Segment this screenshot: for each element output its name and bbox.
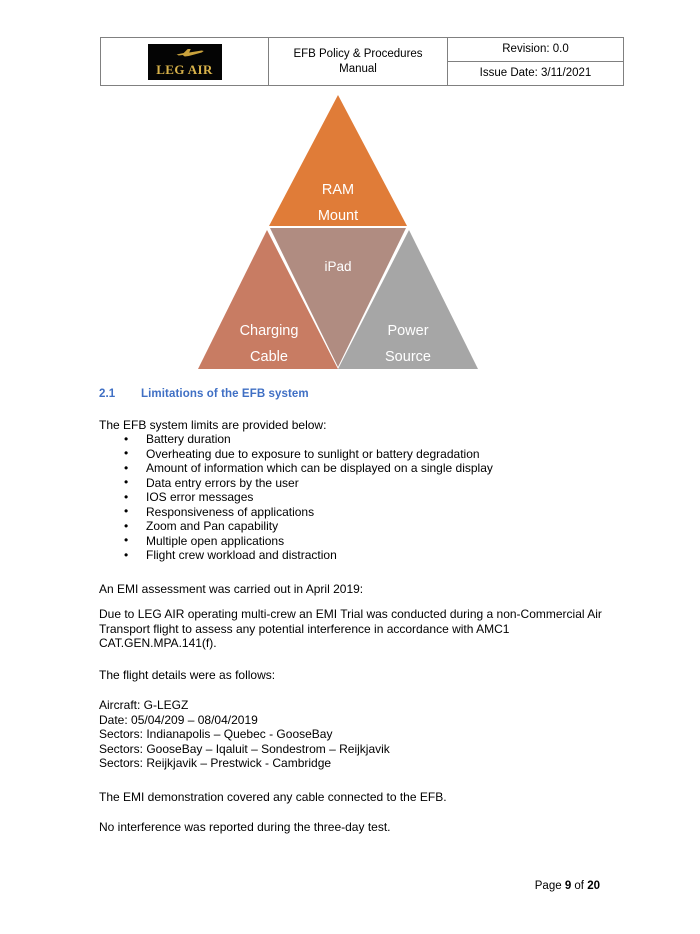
header-document-title: EFB Policy & Procedures Manual	[269, 38, 448, 86]
list-item: • Overheating due to exposure to sunlight or battery degradation	[120, 447, 600, 462]
emi-trial-paragraph: Due to LEG AIR operating multi-crew an EMI Trial was conducted during a non-Commercial Air Transport flight to assess any potential interference in accordance with AMC1 CAT.GEN.MPA.141(f).	[99, 607, 602, 651]
section-number: 2.1	[99, 388, 116, 400]
list-item: • Data entry errors by the user	[120, 476, 600, 491]
list-item: • Flight crew workload and distraction	[120, 548, 600, 563]
footer-page-total: 20	[587, 880, 600, 892]
leg-air-logo	[148, 44, 222, 80]
section-heading	[99, 388, 309, 400]
list-item: • IOS error messages	[120, 490, 600, 505]
flight-detail-aircraft: Aircraft: G-LEGZ	[99, 698, 189, 712]
emi-assessment-paragraph: An EMI assessment was carried out in April 2019:	[99, 582, 364, 596]
airplane-icon	[170, 48, 204, 57]
list-item: • Zoom and Pan capability	[120, 519, 600, 534]
pyramid-label-center: iPad	[324, 259, 352, 274]
header-logo-cell	[101, 38, 269, 86]
footer-page-middle: of	[571, 880, 588, 892]
list-item: • Multiple open applications	[120, 534, 600, 549]
document-header-table	[100, 37, 624, 86]
logo-brand-text: LEG AIR	[156, 61, 213, 77]
flight-details-intro: The flight details were as follows:	[99, 668, 276, 682]
flight-detail-date: Date: 05/04/209 – 08/04/2019	[99, 712, 258, 727]
pyramid-svg	[196, 93, 480, 371]
flight-detail-sector-3: Sectors: Reijkjavik – Prestwick - Cambridge	[99, 756, 332, 771]
pyramid-label-right-line1: Power	[387, 323, 429, 339]
emi-demonstration-paragraph: The EMI demonstration covered any cable connected to the EFB.	[99, 790, 447, 804]
pyramid-label-right-line2: Source	[385, 349, 431, 365]
efb-pyramid-diagram	[196, 93, 480, 371]
footer-page-prefix: Page	[534, 880, 565, 892]
section-title: Limitations of the EFB system	[141, 388, 309, 400]
header-revision: Revision: 0.0	[448, 38, 624, 62]
list-item: • Responsiveness of applications	[120, 505, 600, 520]
flight-detail-sector-2: Sectors: GooseBay – Iqaluit – Sondestrom – Reijkjavik	[99, 741, 390, 756]
flight-detail-sector-1: Sectors: Indianapolis – Quebec - GooseBay	[99, 727, 333, 742]
page-footer	[0, 880, 600, 892]
logo-wrapper	[101, 43, 268, 81]
pyramid-label-left-line1: Charging	[239, 323, 299, 339]
no-interference-paragraph: No interference was reported during the three-day test.	[99, 820, 391, 834]
header-issue-date: Issue Date: 3/11/2021	[448, 62, 624, 86]
pyramid-label-top-line1: RAM	[321, 182, 355, 198]
limitations-list	[120, 432, 600, 563]
list-item: • Battery duration	[120, 432, 600, 447]
intro-paragraph: The EFB system limits are provided below:	[99, 418, 327, 432]
pyramid-label-left-line2: Cable	[250, 349, 288, 365]
flight-details-list	[99, 698, 390, 771]
pyramid-label-top-line2: Mount	[317, 208, 359, 224]
footer-page-number: 9	[564, 880, 572, 892]
pyramid-segment-top	[269, 95, 407, 226]
list-item: • Amount of information which can be displayed on a single display	[120, 461, 600, 476]
